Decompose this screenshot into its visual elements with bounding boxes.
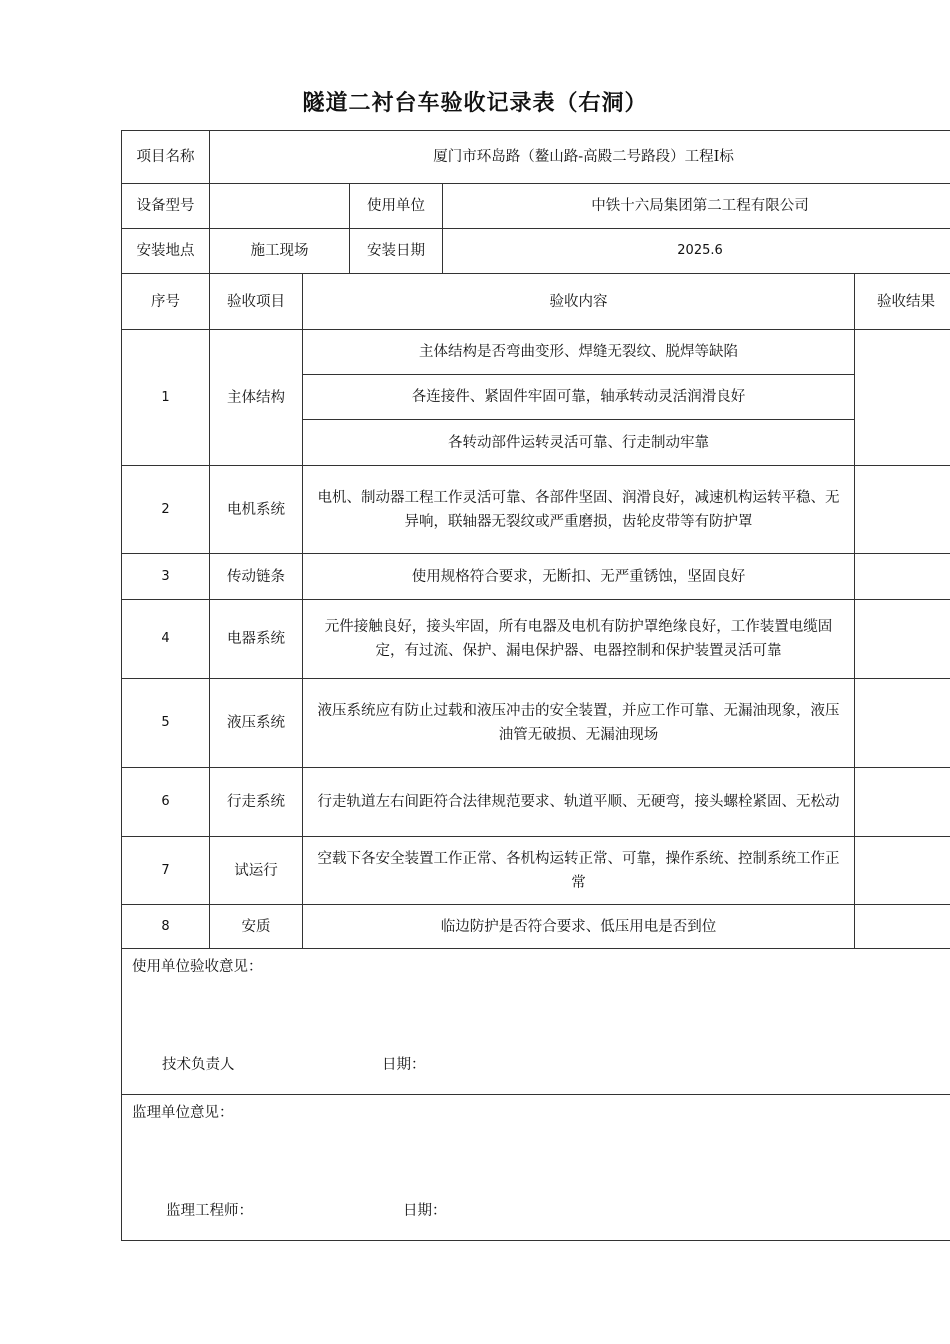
table-row (122, 554, 950, 600)
row-result[interactable] (855, 679, 950, 768)
project-row (122, 131, 950, 184)
row-item: 安质 (210, 905, 303, 949)
user-opinion-cell[interactable] (122, 949, 950, 1095)
row-no: 5 (122, 679, 210, 768)
supervisor-opinion-row (122, 1095, 950, 1241)
date-label: 安装日期 (350, 229, 443, 274)
user-date-label: 日期： (382, 1057, 426, 1073)
col-content-header: 验收内容 (303, 274, 855, 330)
table-row (122, 837, 950, 905)
row-result[interactable] (855, 466, 950, 554)
supervisor-date-label: 日期： (403, 1203, 447, 1219)
row-content: 液压系统应有防止过载和液压冲击的安全装置，并应工作可靠、无漏油现象，液压油管无破损、无漏油现场 (303, 679, 855, 768)
row-item: 电器系统 (210, 600, 303, 679)
row-content: 空载下各安全装置工作正常、各机构运转正常、可靠，操作系统、控制系统工作正常 (303, 837, 855, 905)
header-row (122, 274, 950, 330)
supervising-engineer-label: 监理工程师： (166, 1203, 253, 1219)
row-item: 传动链条 (210, 554, 303, 600)
row-item: 试运行 (210, 837, 303, 905)
acceptance-table (121, 130, 950, 1241)
col-result-header: 验收结果 (855, 274, 950, 330)
model-row (122, 184, 950, 229)
row-no: 6 (122, 768, 210, 837)
tech-lead-label: 技术负责人 (162, 1057, 235, 1073)
row-content: 使用规格符合要求，无断扣、无严重锈蚀，坚固良好 (303, 554, 855, 600)
table-row (122, 768, 950, 837)
row-content: 主体结构是否弯曲变形、焊缝无裂纹、脱焊等缺陷 (303, 330, 855, 375)
row-result[interactable] (855, 768, 950, 837)
col-item-header: 验收项目 (210, 274, 303, 330)
install-date-value: 2025.6 (443, 229, 950, 274)
user-opinion-row (122, 949, 950, 1095)
table-row (122, 679, 950, 768)
location-label: 安装地点 (122, 229, 210, 274)
row-item: 主体结构 (210, 330, 303, 466)
unit-label: 使用单位 (350, 184, 443, 229)
table-row (122, 466, 950, 554)
supervisor-opinion-label: 监理单位意见： (132, 1105, 234, 1121)
row-result[interactable] (855, 330, 950, 466)
row-no: 7 (122, 837, 210, 905)
row-no: 3 (122, 554, 210, 600)
page-title: 隧道二衬台车验收记录表（右洞） (302, 91, 648, 116)
col-no-header: 序号 (122, 274, 210, 330)
row-no: 1 (122, 330, 210, 466)
row-no: 2 (122, 466, 210, 554)
row-item: 电机系统 (210, 466, 303, 554)
table-row (122, 600, 950, 679)
model-value[interactable] (210, 184, 350, 229)
project-label: 项目名称 (122, 131, 210, 184)
row-content: 电机、制动器工程工作灵活可靠、各部件坚固、润滑良好，减速机构运转平稳、无异响，联轴器无裂纹或严重磨损，齿轮皮带等有防护罩 (303, 466, 855, 554)
row-no: 8 (122, 905, 210, 949)
location-value: 施工现场 (210, 229, 350, 274)
row-item: 行走系统 (210, 768, 303, 837)
model-label: 设备型号 (122, 184, 210, 229)
row-result[interactable] (855, 554, 950, 600)
unit-value: 中铁十六局集团第二工程有限公司 (443, 184, 950, 229)
row-content: 元件接触良好，接头牢固，所有电器及电机有防护罩绝缘良好，工作装置电缆固定，有过流、保护、漏电保护器、电器控制和保护装置灵活可靠 (303, 600, 855, 679)
row-content: 各连接件、紧固件牢固可靠，轴承转动灵活润滑良好 (303, 375, 855, 420)
project-value: 厦门市环岛路（鳌山路-高殿二号路段）工程Ⅰ标 (210, 131, 950, 184)
row-result[interactable] (855, 905, 950, 949)
table-row (122, 905, 950, 949)
row-item: 液压系统 (210, 679, 303, 768)
user-opinion-label: 使用单位验收意见： (132, 959, 263, 975)
row-content: 行走轨道左右间距符合法律规范要求、轨道平顺、无硬弯，接头螺栓紧固、无松动 (303, 768, 855, 837)
row-result[interactable] (855, 837, 950, 905)
row-content: 各转动部件运转灵活可靠、行走制动牢靠 (303, 420, 855, 466)
row-content: 临边防护是否符合要求、低压用电是否到位 (303, 905, 855, 949)
supervisor-opinion-cell[interactable] (122, 1095, 950, 1241)
table-row (122, 330, 950, 375)
row-result[interactable] (855, 600, 950, 679)
row-no: 4 (122, 600, 210, 679)
location-row (122, 229, 950, 274)
